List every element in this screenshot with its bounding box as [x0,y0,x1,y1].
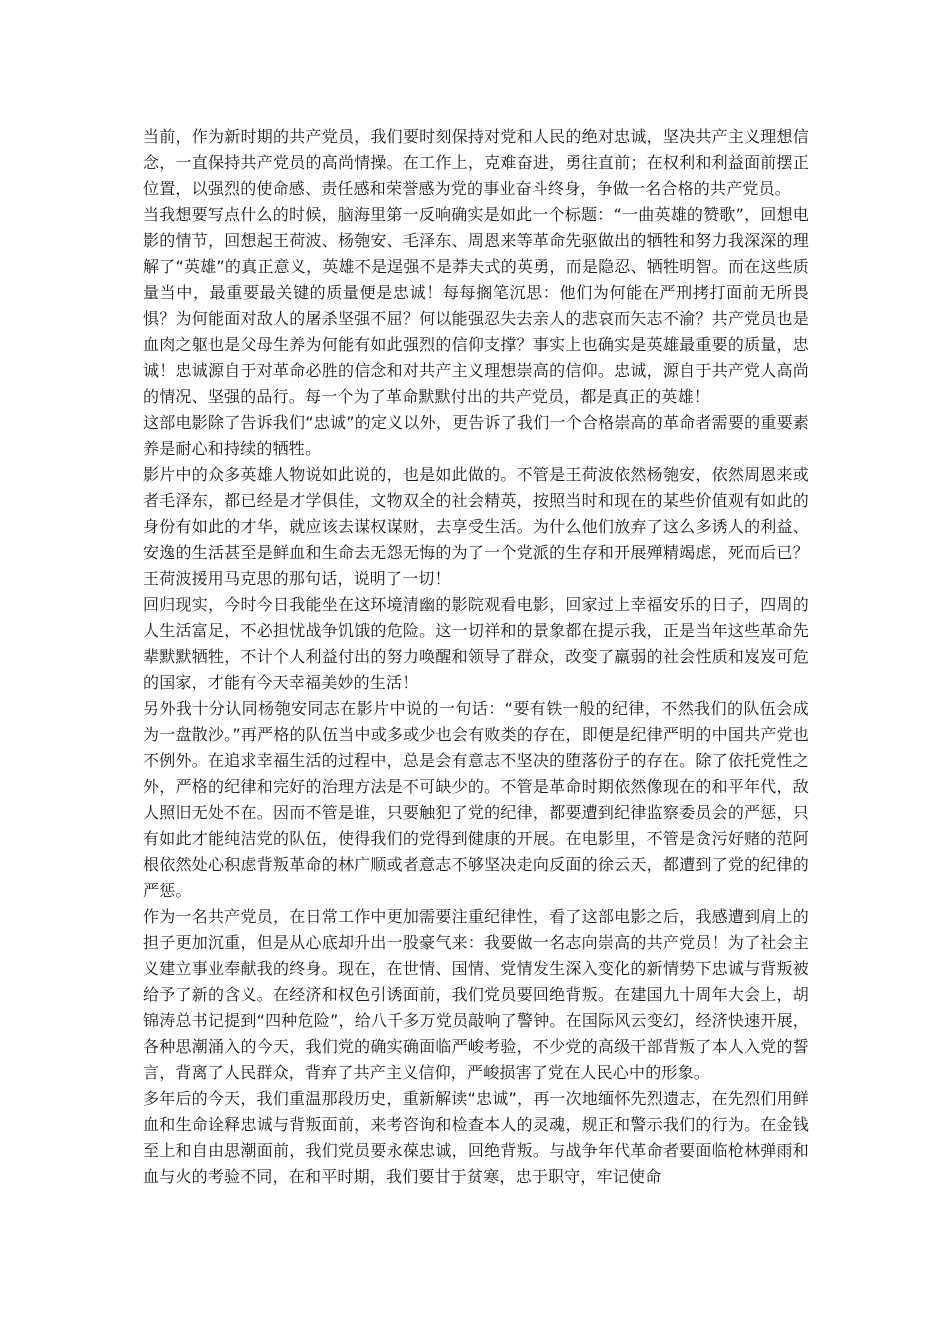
document-body [143,124,809,1190]
paragraph-8: 多年后的今天，我们重温那段历史，重新解读“忠诚”，再一次地缅怀先烈遗志，在先烈们用鲜血和生命诠释忠诚与背叛面前，来考咨询和检查本人的灵魂，规正和警示我们的行为。在金钱至上和自由思潮面前，我们党员要永葆忠诚，回绝背叛。与战争年代革命者要面临枪林弹雨和血与火的考验不同，在和平时期，我们要甘于贫寒，忠于职守，牢记使命 [143,1089,809,1186]
paragraph-5: 回归现实，今时今日我能坐在这环境清幽的影院观看电影，回家过上幸福安乐的日子，四周的人生活富足，不必担忧战争饥饿的危险。这一切祥和的景象都在提示我，正是当年这些革命先辈默默牺牲，不计个人利益付出的努力唤醒和领导了群众，改变了羸弱的社会性质和岌岌可危的国家，才能有今天幸福美妙的生活！ [143,595,809,692]
paragraph-3: 这部电影除了告诉我们“忠诚”的定义以外，更告诉了我们一个合格崇高的革命者需要的重要素养是耐心和持续的牺牲。 [143,413,809,458]
paragraph-4: 影片中的众多英雄人物说如此说的，也是如此做的。不管是王荷波依然杨匏安，依然周恩来或者毛泽东，都已经是才学俱佳，文物双全的社会精英，按照当时和现在的某些价值观有如此的身份有如此的才华，就应该去谋权谋财，去享受生活。为什么他们放弃了这么多诱人的利益、安逸的生活甚至是鲜血和生命去无怨无悔的为了一个党派的生存和开展殚精竭虑，死而后已？王荷波援用马克思的那句话，说明了一切！ [143,465,809,588]
paragraph-6: 另外我十分认同杨匏安同志在影片中说的一句话：“要有铁一般的纪律，不然我们的队伍会成为一盘散沙。”再严格的队伍当中或多或少也会有败类的存在，即便是纪律严明的中国共产党也不例外。在追求幸福生活的过程中，总是会有意志不坚决的堕落份子的存在。除了依托党性之外，严格的纪律和完好的治理方法是不可缺少的。不管是革命时期依然像现在的和平年代，敌人照旧无处不在。因而不管是谁，只要触犯了党的纪律，都要遭到纪律监察委员会的严惩，只有如此才能纯洁党的队伍，使得我们的党得到健康的开展。在电影里，不管是贪污好赌的范阿根依然处心积虑背叛革命的林广顺或者意志不够坚决走向反面的徐云天，都遭到了党的纪律的严惩。 [143,699,809,900]
paragraph-2: 当我想要写点什么的时候，脑海里第一反响确实是如此一个标题：“一曲英雄的赞歌”，回想电影的情节，回想起王荷波、杨匏安、毛泽东、周恩来等革命先驱做出的牺牲和努力我深深的理解了“英雄”的真正意义，英雄不是逞强不是莽夫式的英勇，而是隐忍、牺牲明智。而在这些质量当中，最重要最关键的质量便是忠诚！每每搁笔沉思：他们为何能在严刑拷打面前无所畏惧？为何能面对敌人的屠杀坚强不屈？何以能强忍失去亲人的悲哀而矢志不渝？共产党员也是血肉之躯也是父母生养为何能有如此强烈的信仰支撑？事实上也确实是英雄最重要的质量，忠诚！忠诚源自于对革命必胜的信念和对共产主义理想崇高的信仰。忠诚，源自于共产党人高尚的情况、坚强的品行。每一个为了革命默默付出的共产党员，都是真正的英雄！ [143,205,809,406]
paragraph-7: 作为一名共产党员，在日常工作中更加需要注重纪律性，看了这部电影之后，我感遭到肩上的担子更加沉重，但是从心底却升出一股豪气来：我要做一名志向崇高的共产党员！为了社会主义建立事业奉献我的终身。现在，在世情、国情、党情发生深入变化的新情势下忠诚与背叛被给予了新的含义。在经济和权色引诱面前，我们党员要回绝背叛。在建国九十周年大会上，胡锦涛总书记提到“四种危险”，给八千多万党员敲响了警钟。在国际风云变幻，经济快速开展，各种思潮涌入的今天，我们党的确实确面临严峻考验，不少党的高级干部背叛了本人入党的誓言，背离了人民群众，背弃了共产主义信仰，严峻损害了党在人民心中的形象。 [143,907,809,1082]
paragraph-1: 当前，作为新时期的共产党员，我们要时刻保持对党和人民的绝对忠诚，坚决共产主义理想信念，一直保持共产党员的高尚情操。在工作上，克难奋进，勇往直前；在权利和利益面前摆正位置，以强烈的使命感、责任感和荣誉感为党的事业奋斗终身，争做一名合格的共产党员。 [143,127,809,198]
